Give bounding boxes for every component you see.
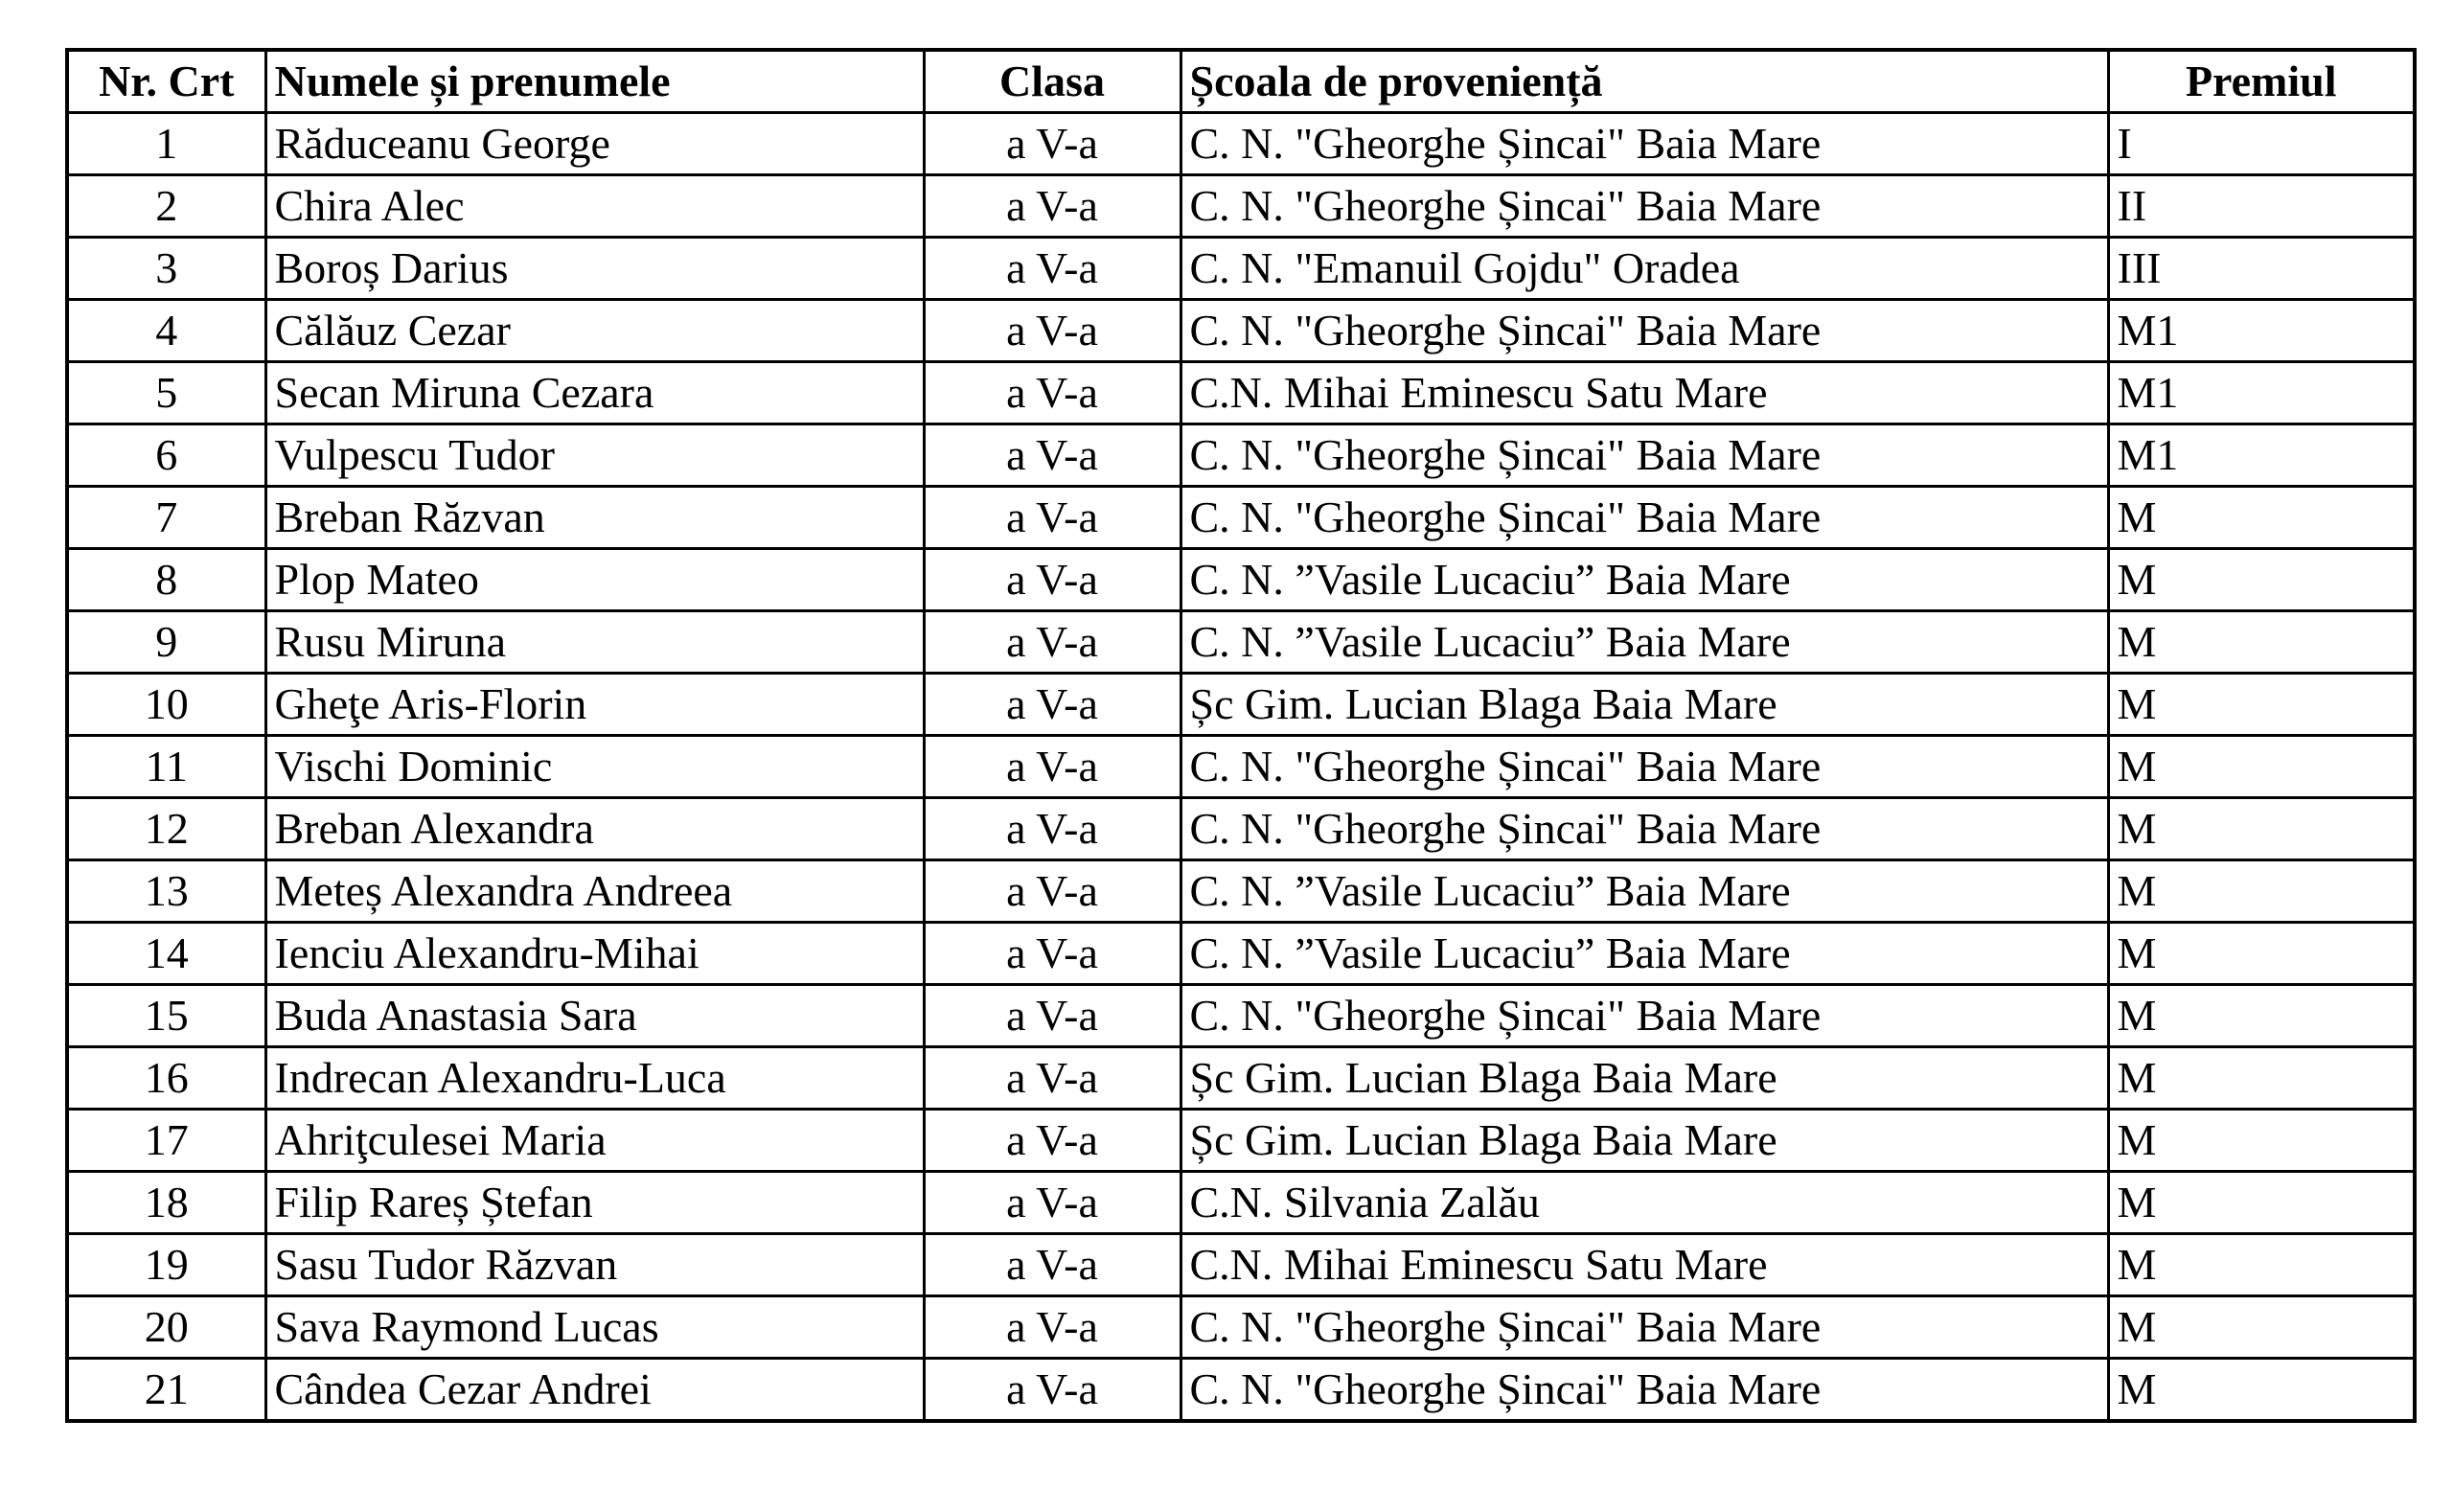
cell-class: a V-a — [924, 860, 1181, 923]
cell-name: Răduceanu George — [265, 113, 924, 175]
cell-prize: M1 — [2108, 362, 2415, 424]
cell-prize: M — [2108, 1296, 2415, 1359]
table-row — [67, 549, 2415, 611]
cell-nr: 1 — [67, 113, 265, 175]
cell-class: a V-a — [924, 798, 1181, 860]
cell-school: C. N. ”Vasile Lucaciu” Baia Mare — [1181, 923, 2108, 985]
cell-nr: 2 — [67, 175, 265, 238]
cell-name: Gheţe Aris-Florin — [265, 674, 924, 736]
header-prize: Premiul — [2108, 50, 2415, 113]
cell-prize: M1 — [2108, 300, 2415, 362]
cell-school: C. N. "Gheorghe Șincai" Baia Mare — [1181, 798, 2108, 860]
cell-prize: M — [2108, 674, 2415, 736]
table-row — [67, 860, 2415, 923]
cell-class: a V-a — [924, 1234, 1181, 1296]
cell-class: a V-a — [924, 1110, 1181, 1172]
cell-name: Breban Alexandra — [265, 798, 924, 860]
cell-class: a V-a — [924, 300, 1181, 362]
table-row — [67, 487, 2415, 549]
cell-prize: M1 — [2108, 424, 2415, 487]
cell-class: a V-a — [924, 611, 1181, 674]
cell-nr: 12 — [67, 798, 265, 860]
cell-nr: 14 — [67, 923, 265, 985]
table-row — [67, 1359, 2415, 1422]
cell-prize: M — [2108, 985, 2415, 1047]
cell-name: Meteș Alexandra Andreea — [265, 860, 924, 923]
cell-school: Șc Gim. Lucian Blaga Baia Mare — [1181, 674, 2108, 736]
cell-nr: 19 — [67, 1234, 265, 1296]
cell-name: Indrecan Alexandru-Luca — [265, 1047, 924, 1110]
cell-class: a V-a — [924, 1296, 1181, 1359]
cell-school: C. N. "Emanuil Gojdu" Oradea — [1181, 238, 2108, 300]
cell-nr: 9 — [67, 611, 265, 674]
cell-class: a V-a — [924, 424, 1181, 487]
cell-nr: 16 — [67, 1047, 265, 1110]
cell-nr: 3 — [67, 238, 265, 300]
cell-name: Vulpescu Tudor — [265, 424, 924, 487]
cell-school: C. N. ”Vasile Lucaciu” Baia Mare — [1181, 860, 2108, 923]
cell-school: C. N. "Gheorghe Șincai" Baia Mare — [1181, 736, 2108, 798]
cell-name: Chira Alec — [265, 175, 924, 238]
cell-school: C.N. Mihai Eminescu Satu Mare — [1181, 1234, 2108, 1296]
cell-nr: 15 — [67, 985, 265, 1047]
cell-nr: 18 — [67, 1172, 265, 1234]
cell-name: Călăuz Cezar — [265, 300, 924, 362]
cell-nr: 17 — [67, 1110, 265, 1172]
results-sheet — [65, 48, 2413, 1423]
cell-name: Sava Raymond Lucas — [265, 1296, 924, 1359]
table-row — [67, 362, 2415, 424]
cell-school: C. N. "Gheorghe Șincai" Baia Mare — [1181, 424, 2108, 487]
table-row — [67, 1296, 2415, 1359]
cell-class: a V-a — [924, 175, 1181, 238]
cell-name: Sasu Tudor Răzvan — [265, 1234, 924, 1296]
cell-school: C. N. "Gheorghe Șincai" Baia Mare — [1181, 175, 2108, 238]
cell-name: Breban Răzvan — [265, 487, 924, 549]
table-body — [67, 113, 2415, 1422]
cell-prize: II — [2108, 175, 2415, 238]
table-row — [67, 175, 2415, 238]
cell-nr: 7 — [67, 487, 265, 549]
cell-name: Cândea Cezar Andrei — [265, 1359, 924, 1422]
cell-class: a V-a — [924, 674, 1181, 736]
cell-school: C.N. Silvania Zalău — [1181, 1172, 2108, 1234]
cell-school: C. N. "Gheorghe Șincai" Baia Mare — [1181, 113, 2108, 175]
cell-name: Vischi Dominic — [265, 736, 924, 798]
table-header — [67, 50, 2415, 113]
cell-nr: 11 — [67, 736, 265, 798]
cell-name: Secan Miruna Cezara — [265, 362, 924, 424]
cell-class: a V-a — [924, 238, 1181, 300]
cell-nr: 4 — [67, 300, 265, 362]
cell-prize: M — [2108, 611, 2415, 674]
cell-class: a V-a — [924, 1359, 1181, 1422]
cell-prize: M — [2108, 736, 2415, 798]
cell-school: C. N. "Gheorghe Șincai" Baia Mare — [1181, 1296, 2108, 1359]
cell-name: Buda Anastasia Sara — [265, 985, 924, 1047]
cell-class: a V-a — [924, 362, 1181, 424]
results-table — [65, 48, 2417, 1423]
cell-prize: M — [2108, 1234, 2415, 1296]
cell-school: C. N. ”Vasile Lucaciu” Baia Mare — [1181, 611, 2108, 674]
cell-nr: 5 — [67, 362, 265, 424]
table-row — [67, 674, 2415, 736]
cell-prize: M — [2108, 1110, 2415, 1172]
header-row — [67, 50, 2415, 113]
cell-prize: M — [2108, 1359, 2415, 1422]
cell-class: a V-a — [924, 923, 1181, 985]
cell-name: Plop Mateo — [265, 549, 924, 611]
cell-class: a V-a — [924, 736, 1181, 798]
cell-prize: M — [2108, 860, 2415, 923]
table-row — [67, 238, 2415, 300]
cell-school: Șc Gim. Lucian Blaga Baia Mare — [1181, 1047, 2108, 1110]
table-row — [67, 1110, 2415, 1172]
header-name: Numele și prenumele — [265, 50, 924, 113]
cell-school: C. N. "Gheorghe Șincai" Baia Mare — [1181, 985, 2108, 1047]
cell-prize: I — [2108, 113, 2415, 175]
cell-school: C. N. ”Vasile Lucaciu” Baia Mare — [1181, 549, 2108, 611]
cell-nr: 13 — [67, 860, 265, 923]
cell-name: Filip Rareș Ștefan — [265, 1172, 924, 1234]
cell-prize: M — [2108, 487, 2415, 549]
cell-prize: III — [2108, 238, 2415, 300]
cell-nr: 8 — [67, 549, 265, 611]
cell-nr: 21 — [67, 1359, 265, 1422]
cell-school: C.N. Mihai Eminescu Satu Mare — [1181, 362, 2108, 424]
table-row — [67, 923, 2415, 985]
cell-name: Boroș Darius — [265, 238, 924, 300]
cell-prize: M — [2108, 549, 2415, 611]
cell-class: a V-a — [924, 113, 1181, 175]
header-class: Clasa — [924, 50, 1181, 113]
cell-nr: 6 — [67, 424, 265, 487]
table-row — [67, 424, 2415, 487]
header-school: Școala de proveniență — [1181, 50, 2108, 113]
table-row — [67, 113, 2415, 175]
cell-prize: M — [2108, 798, 2415, 860]
cell-class: a V-a — [924, 985, 1181, 1047]
table-row — [67, 736, 2415, 798]
cell-school: C. N. "Gheorghe Șincai" Baia Mare — [1181, 487, 2108, 549]
table-row — [67, 798, 2415, 860]
table-row — [67, 1234, 2415, 1296]
cell-name: Ienciu Alexandru-Mihai — [265, 923, 924, 985]
cell-class: a V-a — [924, 1172, 1181, 1234]
cell-prize: M — [2108, 1047, 2415, 1110]
table-row — [67, 1172, 2415, 1234]
cell-nr: 20 — [67, 1296, 265, 1359]
cell-nr: 10 — [67, 674, 265, 736]
cell-class: a V-a — [924, 1047, 1181, 1110]
cell-class: a V-a — [924, 487, 1181, 549]
table-row — [67, 985, 2415, 1047]
table-row — [67, 300, 2415, 362]
cell-school: Șc Gim. Lucian Blaga Baia Mare — [1181, 1110, 2108, 1172]
cell-prize: M — [2108, 923, 2415, 985]
cell-name: Rusu Miruna — [265, 611, 924, 674]
cell-prize: M — [2108, 1172, 2415, 1234]
cell-school: C. N. "Gheorghe Șincai" Baia Mare — [1181, 1359, 2108, 1422]
table-row — [67, 611, 2415, 674]
table-row — [67, 1047, 2415, 1110]
cell-class: a V-a — [924, 549, 1181, 611]
cell-school: C. N. "Gheorghe Șincai" Baia Mare — [1181, 300, 2108, 362]
cell-name: Ahriţculesei Maria — [265, 1110, 924, 1172]
header-nr: Nr. Crt — [67, 50, 265, 113]
